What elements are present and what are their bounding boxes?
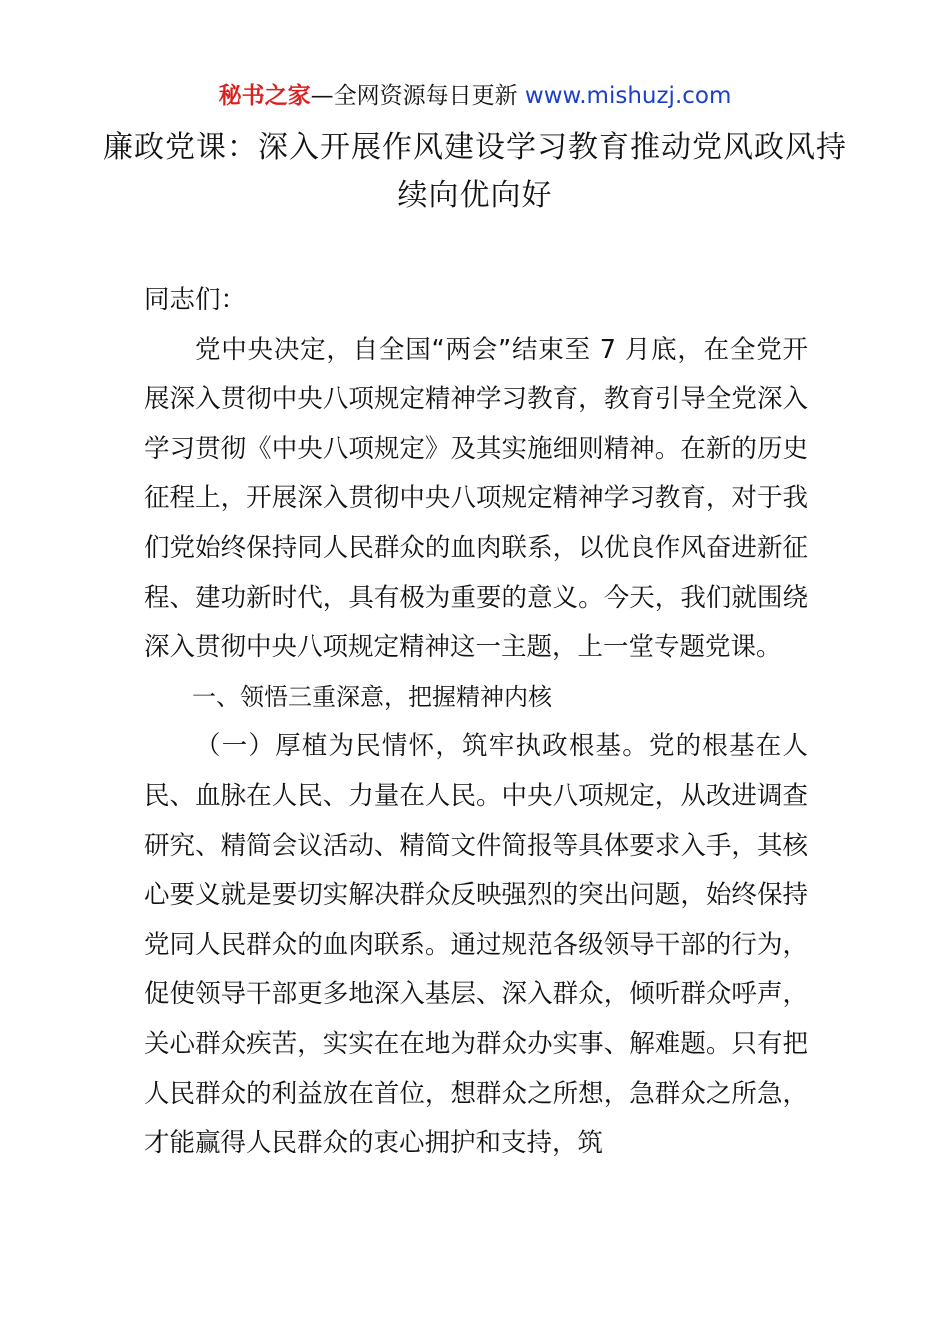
document-title: 廉政党课：深入开展作风建设学习教育推动党风政风持续向优向好 (103, 130, 847, 213)
site-brand: 秘书之家 (218, 83, 311, 109)
site-header (0, 80, 950, 112)
site-tagline: —全网资源每日更新 (310, 83, 525, 109)
document-body (144, 276, 808, 1169)
paragraph-intro: 党中央决定，自全国“两会”结束至 7 月底，在全党开展深入贯彻中央八项规定精神学习教育，教育引导全党深入学习贯彻《中央八项规定》及其实施细则精神。在新的历史征程上，开展深入贯彻中央八项规定精神学习教育，对于我们党始终保持同人民群众的血肉联系，以优良作风奋进新征程、建功新时代，具有极为重要的意义。今天，我们就围绕深入贯彻中央八项规定精神这一主题，上一堂专题党课。 (144, 334, 808, 663)
section-heading-1: 一、领悟三重深意，把握精神内核 (192, 682, 552, 711)
salutation: 同志们： (144, 285, 247, 315)
paragraph-section-1-1: （一）厚植为民情怀，筑牢执政根基。党的根基在人民、血脉在人民、力量在人民。中央八项规定，从改进调查研究、精简会议活动、精简文件简报等具体要求入手，其核心要义就是要切实解决群众反映强烈的突出问题，始终保持党同人民群众的血肉联系。通过规范各级领导干部的行为，促使领导干部更多地深入基层、深入群众，倾听群众呼声，关心群众疾苦，实实在在地为群众办实事、解难题。只有把人民群众的利益放在首位，想群众之所想，急群众之所急，才能赢得人民群众的衷心拥护和支持，筑 (144, 731, 808, 1159)
site-url[interactable]: www.mishuzj.com (524, 83, 732, 109)
